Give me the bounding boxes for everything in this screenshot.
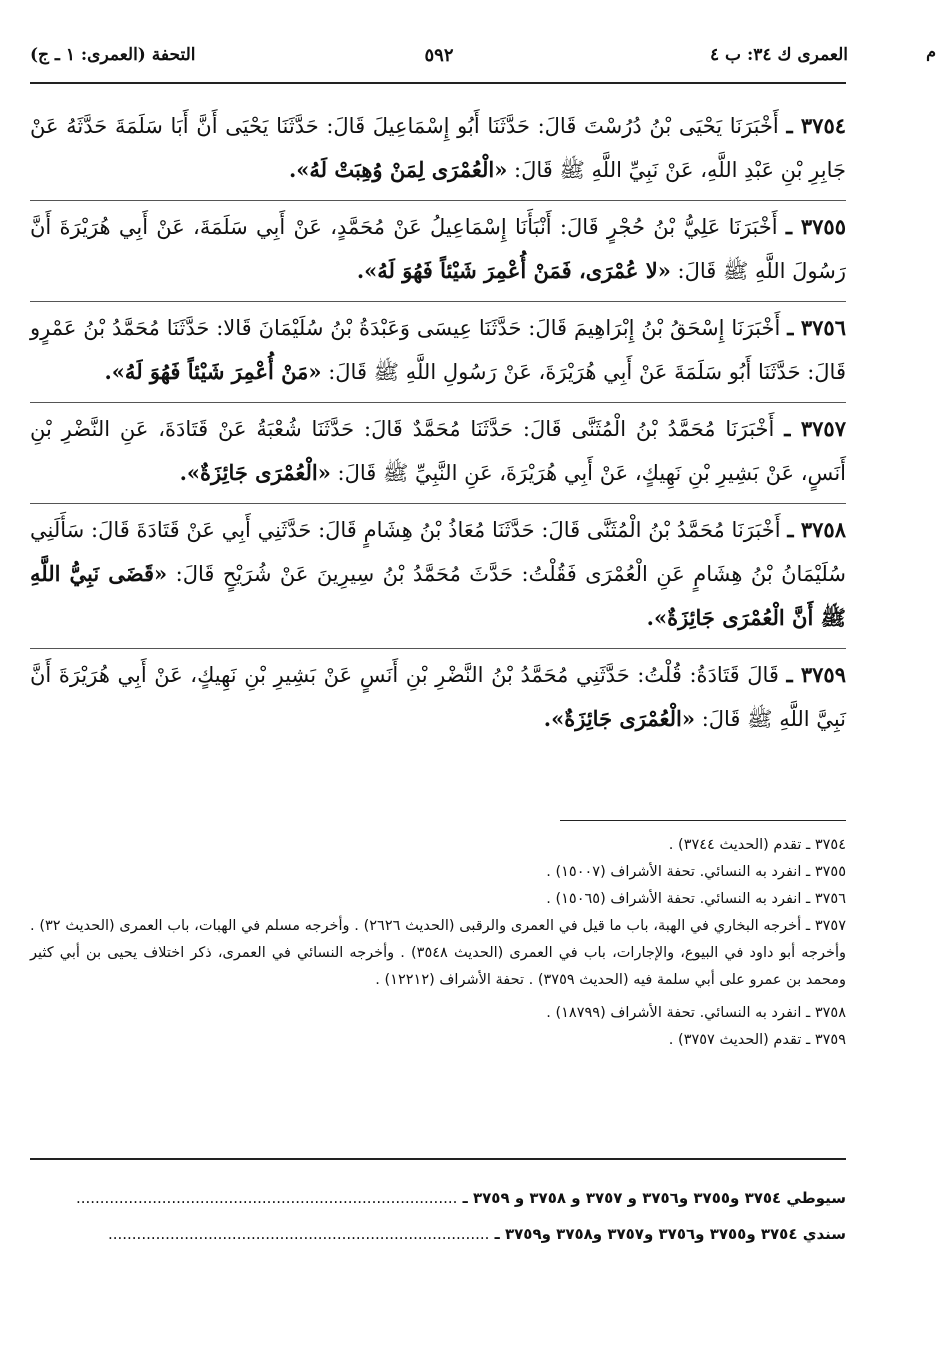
sindi-ref [30, 1216, 846, 1252]
hadith-matn: «لا عُمْرَى، فَمَنْ أُعْمِرَ شَيْئاً فَهُوَ لَهُ». [356, 258, 671, 283]
hadith-3758 [30, 504, 846, 649]
hadith-isnad: قَالَ قَتَادَةُ: قُلْتُ: حَدَّثَنِي مُحَمَّدُ بْنُ النَّضْرِ بْنِ أَنَسٍ عَنْ بَشِيرِ بْنِ نَهِيكٍ، عَنْ أَبِي هُرَيْرَةَ أَنَّ نَبِيَّ اللَّهِ ﷺ قَالَ: [30, 663, 846, 731]
hadith-matn: «الْعُمْرَى جَائِزَةٌ». [179, 460, 331, 485]
hadith-number: ٣٧٥٨ ـ [787, 517, 846, 542]
commentary-references [30, 1180, 846, 1252]
running-header [30, 40, 848, 70]
hadith-list [30, 100, 846, 749]
header-rule [30, 82, 846, 84]
bottom-rule [30, 1158, 846, 1160]
hadith-number: ٣٧٥٥ ـ [785, 214, 846, 239]
hadith-matn: «قَضَى نَبِيُّ اللَّهِ ﷺ أَنَّ الْعُمْرَى جَائِزَةٌ». [30, 561, 846, 630]
hadith-number: ٣٧٥٩ ـ [786, 662, 846, 687]
footnote-3754: ٣٧٥٤ ـ تقدم (الحديث ٣٧٤٤) . [668, 837, 846, 853]
ref-label: سيوطي ٣٧٥٤ و٣٧٥٥ و٣٧٥٦ و ٣٧٥٧ و ٣٧٥٨ و ٣٧٥٩ ـ [462, 1189, 846, 1207]
hadith-number: ٣٧٥٤ ـ [786, 113, 847, 138]
hadith-isnad: أَخْبَرَنَا يَحْيَى بْنُ دُرُسْتَ قَالَ: حَدَّثَنَا أَبُو إِسْمَاعِيلَ قَالَ: حَدَّثَنَا يَحْيَى أَنَّ أَبَا سَلَمَةَ حَدَّثَهُ عَنْ جَابِرِ بْنِ عَبْدِ اللَّهِ، عَنْ نَبِيِّ اللَّهِ ﷺ قَالَ: [30, 114, 846, 182]
ref-dots: ................................................................................ [107, 1225, 490, 1243]
footnote-3756: ٣٧٥٦ ـ انفرد به النسائي. تحفة الأشراف (١٥٠٦٥) . [546, 891, 846, 907]
footnotes [30, 832, 846, 1054]
hadith-matn: «مَنْ أُعْمِرَ شَيْئاً فَهُوَ لَهُ». [104, 359, 322, 384]
hadith-number: ٣٧٥٦ ـ [787, 315, 846, 340]
hadith-3754 [30, 100, 846, 201]
footnote-3759: ٣٧٥٩ ـ تقدم (الحديث ٣٧٥٧) . [668, 1032, 846, 1048]
header-tuhfa-ref: التحفة (العمرى: ١ ـ ج) [30, 45, 196, 65]
page-number: ٥٩٢ [424, 44, 454, 66]
header-chapter-ref: العمرى ك ٣٤: ب ٤ [710, 45, 848, 65]
suyuti-ref [30, 1180, 846, 1216]
hadith-3757 [30, 403, 846, 504]
hadith-isnad: أَخْبَرَنَا مُحَمَّدُ بْنُ الْمُثَنَّى قَالَ: حَدَّثَنَا مُحَمَّدٌ قَالَ: حَدَّثَنَا شُعْبَةُ عَنْ قَتَادَةَ، عَنِ النَّضْرِ بْنِ أَنَسٍ، عَنْ بَشِيرِ بْنِ نَهِيكٍ، عَنْ أَبِي هُرَيْرَةَ، عَنِ النَّبِيِّ ﷺ قَالَ: [30, 417, 846, 485]
hadith-3756 [30, 302, 846, 403]
hadith-number: ٣٧٥٧ ـ [784, 416, 846, 441]
footnote-3758: ٣٧٥٨ ـ انفرد به النسائي. تحفة الأشراف (١٨٧٩٩) . [546, 1005, 846, 1021]
hadith-3755 [30, 201, 846, 302]
hadith-matn: «الْعُمْرَى لِمَنْ وُهِبَتْ لَهُ». [288, 157, 508, 182]
footnote-3755: ٣٧٥٥ ـ انفرد به النسائي. تحفة الأشراف (١٥٠٠٧) . [546, 864, 846, 880]
footnote-3757: ٣٧٥٧ ـ أخرجه البخاري في الهبة، باب ما قيل في العمرى والرقبى (الحديث ٢٦٢٦) . وأخرجه مسلم في الهبات، باب العمرى (الحديث ٣٢) . وأخرجه أبو داود في البيوع، والإجارات، باب في العمرى (الحديث ٣٥٤٨) . وأخرجه النسائي في العمرى، ذكر اختلاف يحيى بن أبي كثير ومحمد بن عمرو على أبي سلمة فيه (الحديث ٣٧٥٩) . تحفة الأشراف (١٢٢١٢) . [30, 918, 847, 988]
hadith-isnad: أَخْبَرَنَا عَلِيُّ بْنُ حُجْرٍ قَالَ: أَنْبَأَنَا إِسْمَاعِيلُ عَنْ مُحَمَّدٍ، عَنْ أَبِي سَلَمَةَ، عَنْ أَبِي هُرَيْرَةَ أَنَّ رَسُولَ اللَّهِ ﷺ قَالَ: [30, 215, 846, 283]
hadith-matn: «الْعُمْرَى جَائِزَةٌ». [543, 706, 696, 731]
footnote-rule [560, 820, 846, 821]
hadith-isnad: أَخْبَرَنَا مُحَمَّدُ بْنُ الْمُثَنَّى قَالَ: حَدَّثَنَا مُعَاذُ بْنُ هِشَامٍ قَالَ: حَدَّثَنِي أَبِي عَنْ قَتَادَةَ قَالَ: سَأَلَنِي سُلَيْمَانُ بْنُ هِشَامٍ عَنِ الْعُمْرَى فَقُلْتُ: حَدَّثَ مُحَمَّدُ بْنُ سِيرِينَ عَنْ شُرَيْحٍ قَالَ: [30, 518, 846, 586]
hadith-3759 [30, 649, 846, 749]
ref-label: سندي ٣٧٥٤ و٣٧٥٥ و٣٧٥٦ و٣٧٥٧ و٣٧٥٨ و٣٧٥٩ ـ [494, 1225, 846, 1243]
edge-mark: م [926, 42, 936, 61]
ref-dots: ................................................................................ [75, 1189, 458, 1207]
hadith-isnad: أَخْبَرَنَا إِسْحَقُ بْنُ إِبْرَاهِيمَ قَالَ: حَدَّثَنَا عِيسَى وَعَبْدَةُ بْنُ سُلَيْمَانَ قَالا: حَدَّثَنَا مُحَمَّدُ بْنُ عَمْرٍو قَالَ: حَدَّثَنَا أَبُو سَلَمَةَ عَنْ أَبِي هُرَيْرَةَ، عَنْ رَسُولِ اللَّهِ ﷺ قَالَ: [30, 316, 846, 384]
